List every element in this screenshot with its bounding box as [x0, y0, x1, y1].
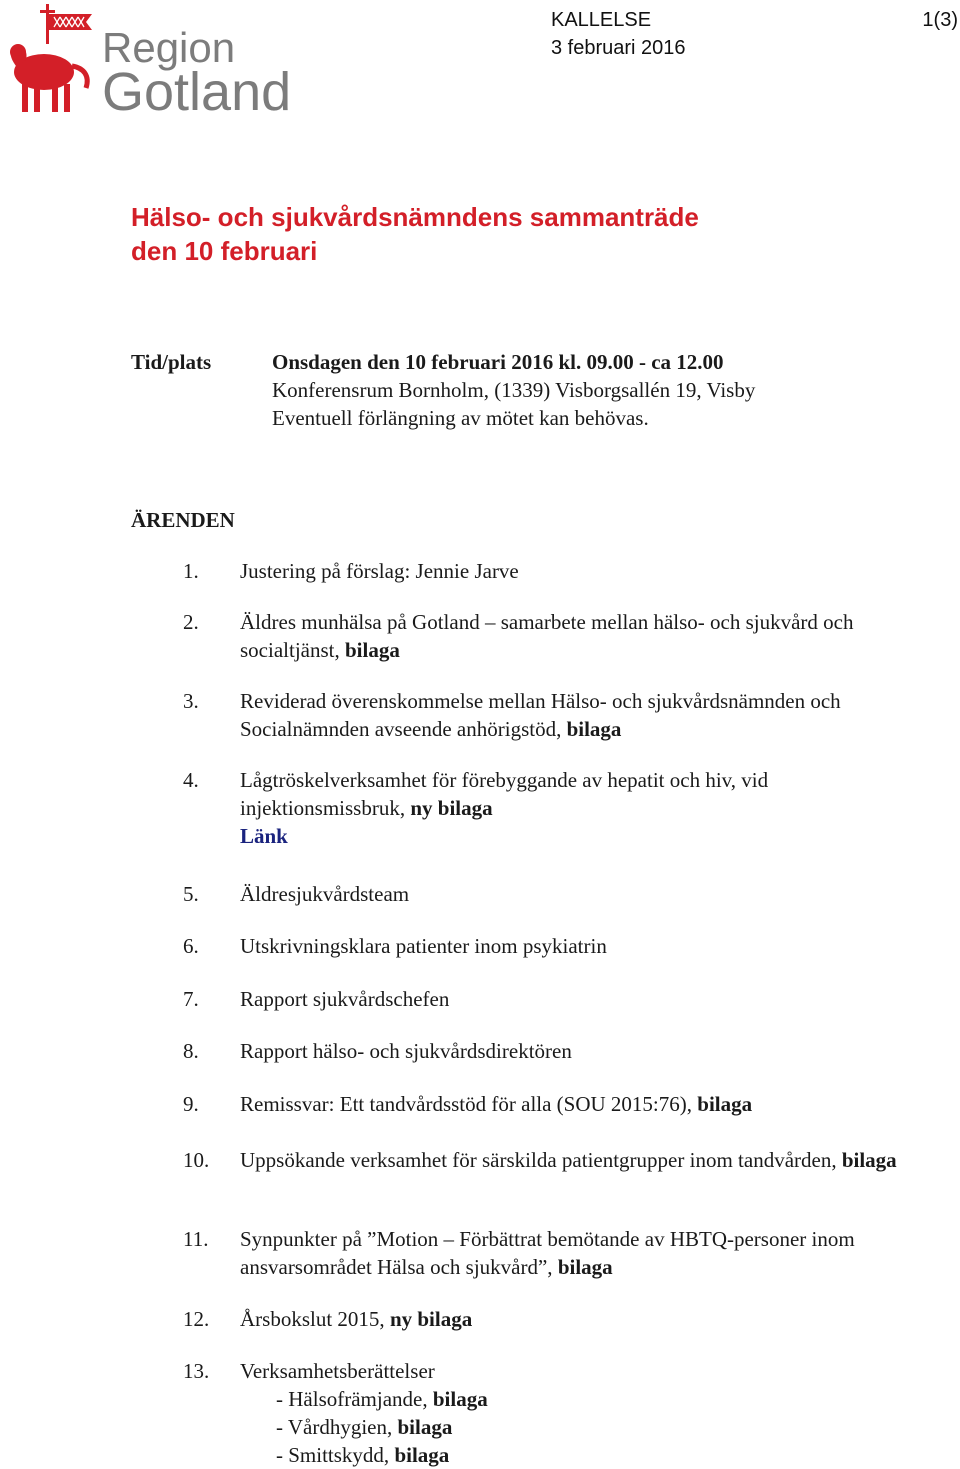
meeting-note: Eventuell förlängning av mötet kan behövas. [272, 406, 649, 430]
item-text: Remissvar: Ett tandvårdsstöd för alla (SOU 2015:76), [240, 1092, 693, 1116]
agenda-item [183, 608, 930, 664]
item-number: 10. [183, 1148, 210, 1172]
link-lank[interactable]: Länk [240, 824, 288, 848]
agenda-item [183, 880, 930, 908]
page-number: 1(3) [922, 9, 958, 31]
sub-item [240, 1413, 930, 1441]
agenda-item [183, 1305, 930, 1333]
agenda-item [183, 1037, 930, 1065]
item-text: Äldresjukvårdsteam [240, 882, 410, 906]
meeting-time: Onsdagen den 10 februari 2016 kl. 09.00 - ca 12.00 [272, 350, 724, 374]
document-date: 3 februari 2016 [551, 37, 686, 59]
item-number: 4. [183, 768, 199, 792]
document-header [551, 6, 960, 62]
item-number: 6. [183, 934, 199, 958]
attachment-label[interactable]: bilaga [397, 1415, 453, 1439]
region-gotland-logo [0, 0, 300, 125]
item-text: Synpunkter på ”Motion – Förbättrat bemötande av HBTQ-personer inom ansvarsområdet Hälsa och sjukvård”, [240, 1227, 855, 1279]
page-title [131, 200, 699, 268]
agenda-item [183, 1146, 930, 1174]
item-text: Lågtröskelverksamhet för förebyggande av hepatit och hiv, vid injektionsmissbruk, [240, 768, 769, 820]
meeting-place: Konferensrum Bornholm, (1339) Visborgsallén 19, Visby [272, 378, 756, 402]
sub-item-text: - Smittskydd, [276, 1443, 390, 1467]
item-text: Rapport sjukvårdschefen [240, 987, 450, 1011]
attachment-label[interactable]: bilaga [394, 1443, 450, 1467]
item-number: 12. [183, 1307, 210, 1331]
item-text: Reviderad överenskommelse mellan Hälso- och sjukvårdsnämnden och Socialnämnden avseende anhörigstöd, [240, 689, 841, 741]
agenda-item [183, 932, 930, 960]
logo-text-gotland: Gotland [102, 62, 292, 122]
attachment-label[interactable]: bilaga [344, 638, 400, 662]
item-text: Utskrivningsklara patienter inom psykiatrin [240, 934, 607, 958]
agenda-item [183, 766, 930, 850]
time-place-label: Tid/plats [131, 350, 212, 374]
agenda-item [183, 1090, 930, 1118]
agenda-item [183, 985, 930, 1013]
attachment-label[interactable]: bilaga [557, 1255, 613, 1279]
attachment-label[interactable]: bilaga [841, 1148, 897, 1172]
item-number: 3. [183, 689, 199, 713]
item-text: Justering på förslag: Jennie Jarve [240, 559, 519, 583]
sub-item [240, 1385, 930, 1413]
attachment-label[interactable]: bilaga [697, 1092, 753, 1116]
item-text: Verksamhetsberättelser [240, 1359, 435, 1383]
sub-item [240, 1441, 930, 1469]
item-number: 2. [183, 610, 199, 634]
item-text: Rapport hälso- och sjukvårdsdirektören [240, 1039, 572, 1063]
item-text: Årsbokslut 2015, [240, 1307, 385, 1331]
item-text: Uppsökande verksamhet för särskilda patientgrupper inom tandvården, [240, 1148, 837, 1172]
item-number: 5. [183, 882, 199, 906]
item-number: 9. [183, 1092, 199, 1116]
agenda-item [183, 1357, 930, 1469]
item-number: 11. [183, 1227, 209, 1251]
agenda-item [183, 557, 930, 585]
item-number: 8. [183, 1039, 199, 1063]
attachment-label[interactable]: ny bilaga [389, 1307, 473, 1331]
gotland-sheep-emblem-icon [0, 0, 100, 125]
attachment-label[interactable]: bilaga [432, 1387, 488, 1411]
item-number: 13. [183, 1359, 210, 1383]
attachment-label[interactable]: ny bilaga [410, 796, 493, 820]
time-place-details [272, 348, 755, 432]
title-line-2: den 10 februari [131, 236, 318, 266]
agenda-item [183, 687, 930, 743]
sub-item-text: - Hälsofrämjande, [276, 1387, 428, 1411]
document-type: KALLELSE [551, 9, 652, 31]
item-text: Äldres munhälsa på Gotland – samarbete mellan hälso- och sjukvård och socialtjänst, [240, 610, 854, 662]
title-line-1: Hälso- och sjukvårdsnämndens sammanträde [131, 202, 699, 232]
item-number: 1. [183, 559, 199, 583]
sub-item-text: - Vårdhygien, [276, 1415, 393, 1439]
attachment-label[interactable]: bilaga [566, 717, 622, 741]
item-number: 7. [183, 987, 199, 1011]
logo-text-region: Region [102, 24, 236, 71]
agenda-item [183, 1225, 930, 1281]
agenda-heading: ÄRENDEN [131, 508, 235, 532]
